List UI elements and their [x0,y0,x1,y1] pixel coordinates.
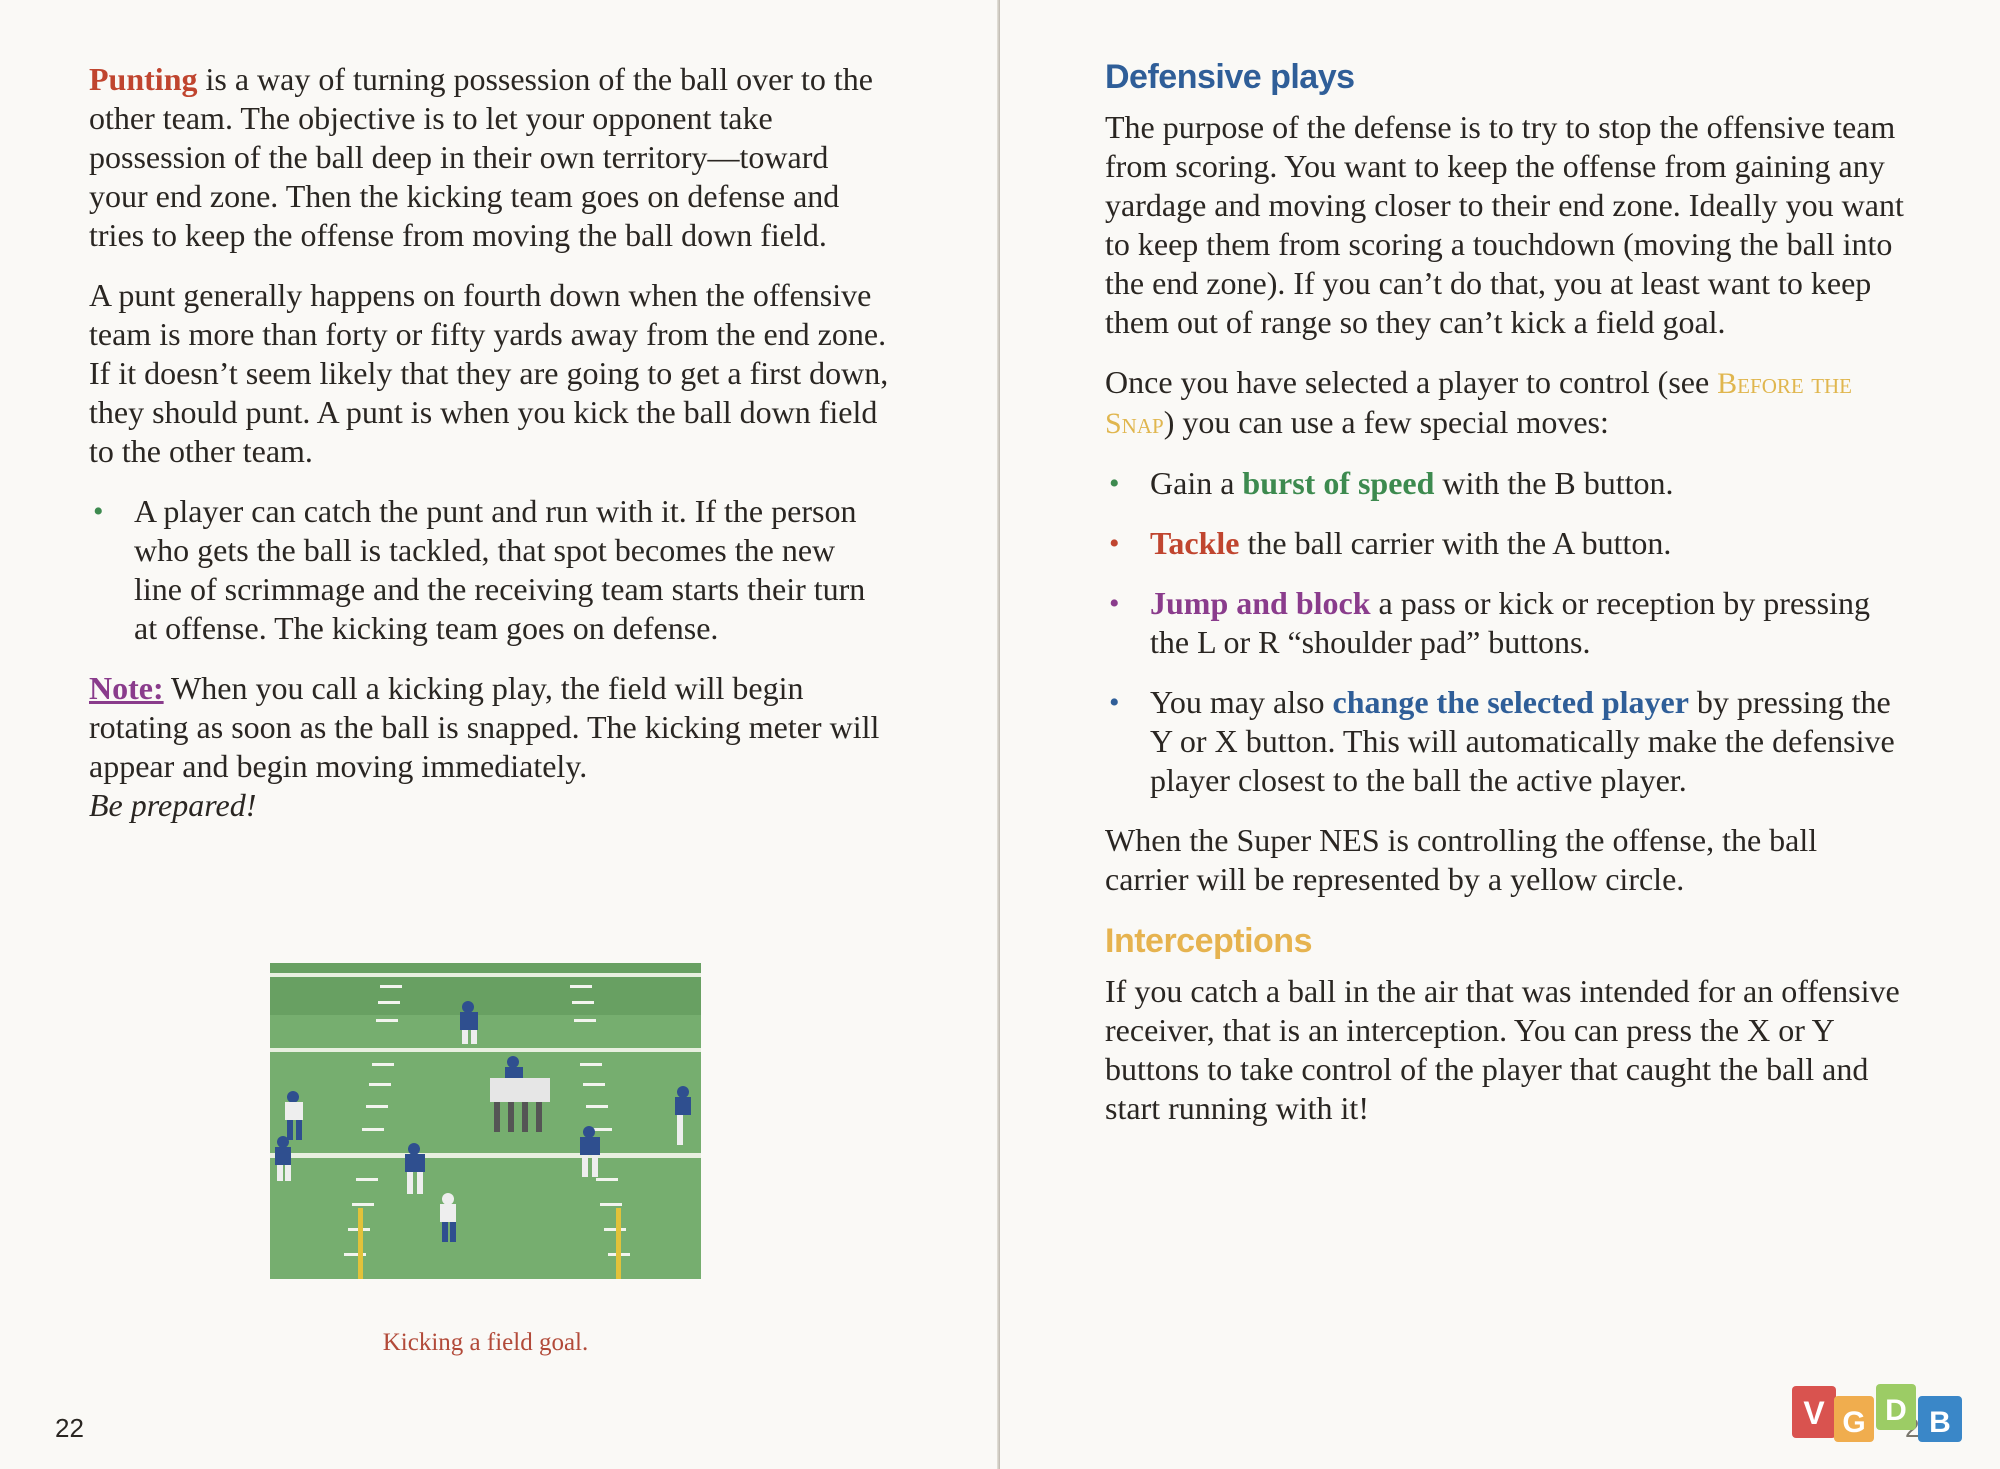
before-the-snap-link[interactable]: Before the Snap [1105,367,1853,440]
tackle-term: Tackle [1150,525,1240,561]
jump-and-block-term: Jump and block [1150,585,1371,621]
select-text-2: ) you can use a few special moves: [1163,404,1609,440]
note-emphasis: Be prepared! [89,787,257,823]
burst-of-speed-term: burst of speed [1242,465,1435,501]
punting-term: Punting [89,61,198,97]
special-moves-list [1105,464,1905,800]
interceptions-paragraph: If you catch a ball in the air that was intended for an offensive receiver, that is an interception. You can press the X or Y buttons to take control of the player that caught the ball and start running with it! [1105,973,1900,1126]
punt-bullet-list [89,492,889,648]
list-item [89,492,889,648]
bullet-dot-icon: • [1109,587,1120,620]
bullet-dot-icon: • [93,495,104,528]
bullet-post: by pressing the Y or X button. This will automatically make the defensive player closest to the ball the active player. [1150,684,1895,798]
field-goal-screenshot [270,963,701,1279]
defense-paragraph: The purpose of the defense is to try to stop the offensive team from scoring. You want to keep the offense from gaining any yardage and moving closer to their end zone. Ideally you want to keep them from scoring a touchdown (moving the ball into the end zone). If you can’t do that, you at least want to keep them out of range so they can’t kick a field goal. [1105,109,1904,340]
bullet-post: with the B button. [1434,465,1674,501]
change-selected-player-term: change the selected player [1332,684,1689,720]
page-number-left: 22 [55,1413,84,1443]
special-moves-paragraph [1105,363,1905,443]
interceptions-heading: Interceptions [1105,922,1312,960]
list-item [1105,524,1905,563]
football-field-illustration [270,963,701,1279]
bullet-pre: You may also [1150,684,1333,720]
list-item [1105,683,1905,800]
snes-paragraph: When the Super NES is controlling the offense, the ball carrier will be represented by a yellow circle. [1105,822,1818,897]
select-text-1: Once you have selected a player to control (see [1105,364,1718,400]
right-page [1000,0,2000,1469]
list-item [1105,464,1905,503]
right-column [1105,56,1905,1149]
svg-text:G: G [1842,1406,1866,1439]
svg-text:B: B [1929,1406,1951,1439]
punting-paragraph [89,60,889,255]
svg-text:V: V [1803,1395,1825,1431]
note-label: Note: [89,670,164,706]
screenshot-caption: Kicking a field goal. [382,1329,589,1356]
note-paragraph [89,669,889,825]
note-text: When you call a kicking play, the field will begin rotating as soon as the ball is snapped. The kicking meter will appear and begin moving immediately. [89,670,880,784]
bullet-text: A player can catch the punt and run with it. If the person who gets the ball is tackled, that spot becomes the new line of scrimmage and the receiving team starts their turn at offense. The kicking team goes on defense. [134,493,866,646]
bullet-dot-icon: • [1109,467,1120,500]
list-item [1105,584,1905,662]
bullet-dot-icon: • [1109,527,1120,560]
bullet-dot-icon: • [1109,686,1120,719]
svg-text:D: D [1885,1394,1907,1427]
punting-text: is a way of turning possession of the ball over to the other team. The objective is to let your opponent take possession of the ball deep in their own territory—toward your end zone. Then the kicking team goes on defense and tries to keep the offense from moving the ball down field. [89,61,873,253]
bullet-pre: Gain a [1150,465,1243,501]
vgdb-logo [1792,1384,1964,1444]
defensive-plays-heading: Defensive plays [1105,58,1355,96]
left-column [89,60,889,846]
bullet-post: a pass or kick or reception by pressing the L or R “shoulder pad” buttons. [1150,585,1870,660]
punt-paragraph: A punt generally happens on fourth down when the offensive team is more than forty or fifty yards away from the end zone. If it doesn’t seem likely that they are going to get a first down, they should punt. A punt is when you kick the ball down field to the other team. [89,277,889,469]
bullet-post: the ball carrier with the A button. [1239,525,1672,561]
